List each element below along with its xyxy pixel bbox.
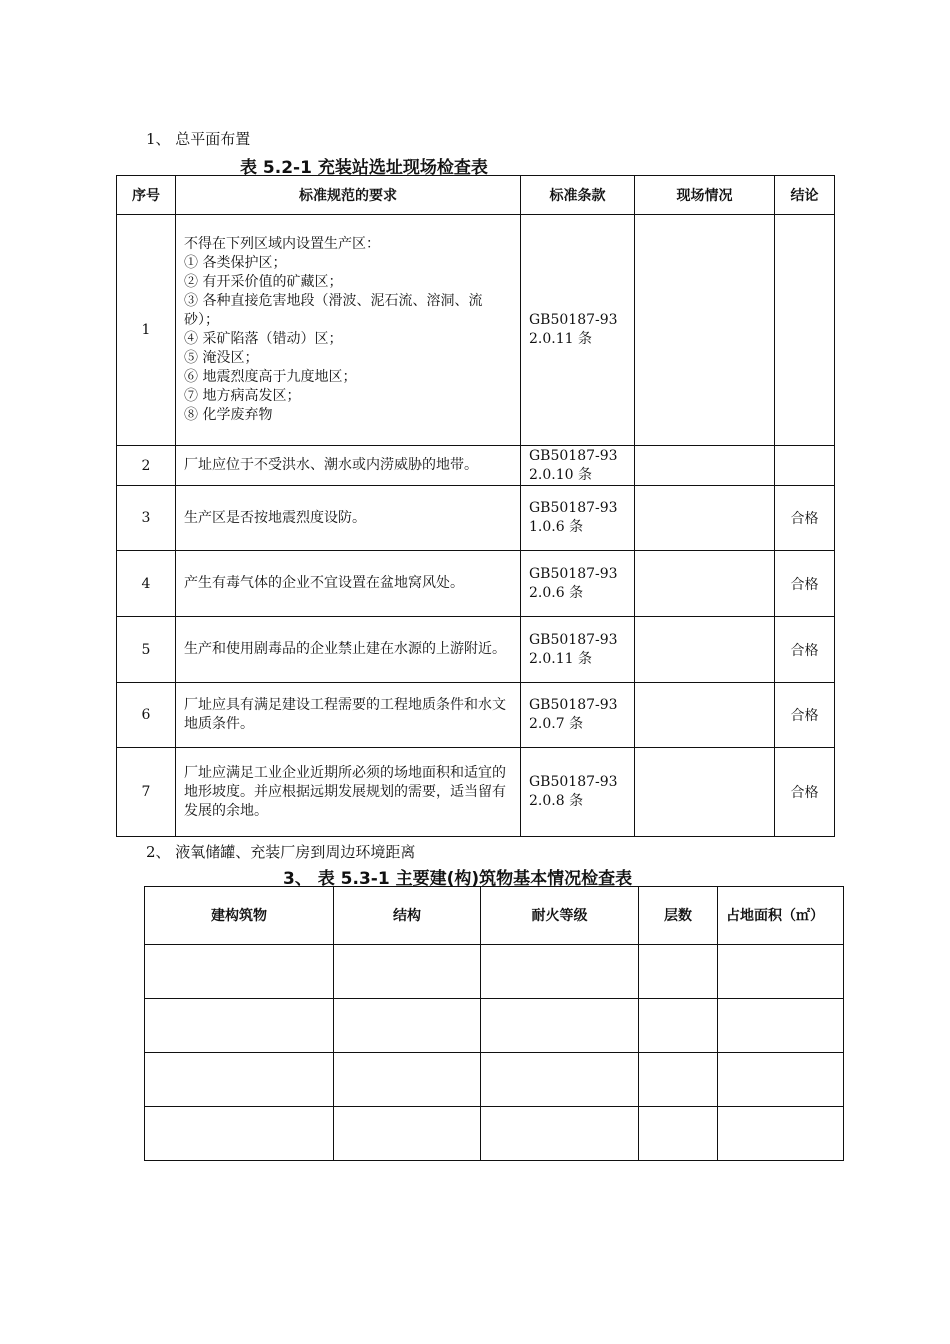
result-cell: 合格 xyxy=(775,748,835,837)
header-building: 建构筑物 xyxy=(145,887,334,945)
clause-line: GB50187-93 xyxy=(529,697,618,713)
header-floors: 层数 xyxy=(639,887,718,945)
requirement-cell xyxy=(176,215,521,446)
header-num: 序号 xyxy=(117,176,176,215)
table-row xyxy=(145,1053,844,1107)
site-cell xyxy=(635,748,775,837)
result-cell xyxy=(775,446,835,486)
clause-cell xyxy=(521,215,635,446)
requirement-line: 厂址应位于不受洪水、潮水或内涝威胁的地带。 xyxy=(184,457,478,473)
table-row xyxy=(117,215,835,446)
table-cell xyxy=(718,999,844,1053)
row-number: 6 xyxy=(117,683,176,748)
requirement-line: ① 各类保护区； xyxy=(184,255,287,271)
table-cell xyxy=(718,1107,844,1161)
requirement-line: ⑦ 地方病高发区； xyxy=(184,388,301,404)
result-cell: 合格 xyxy=(775,683,835,748)
row-number: 1 xyxy=(117,215,176,446)
clause-cell xyxy=(521,446,635,486)
clause-line: 2.0.11 条 xyxy=(529,650,592,667)
site-cell xyxy=(635,617,775,683)
row-number: 3 xyxy=(117,486,176,551)
table-cell xyxy=(481,999,639,1053)
table-row xyxy=(145,1107,844,1161)
clause-cell xyxy=(521,551,635,617)
site-inspection-table xyxy=(116,175,835,837)
table-cell xyxy=(639,999,718,1053)
requirement-line: 生产区是否按地震烈度设防。 xyxy=(184,509,366,526)
table-row xyxy=(145,945,844,999)
header-result: 结论 xyxy=(775,176,835,215)
table-cell xyxy=(334,945,481,999)
table-row xyxy=(117,446,835,486)
table-cell xyxy=(481,1107,639,1161)
site-cell xyxy=(635,215,775,446)
requirement-cell xyxy=(176,486,521,551)
header-structure: 结构 xyxy=(334,887,481,945)
requirement-line: 厂址应具有满足建设工程需要的工程地质条件和水文地质条件。 xyxy=(184,697,506,732)
table-cell xyxy=(145,1107,334,1161)
table-cell xyxy=(334,1107,481,1161)
table-row xyxy=(117,551,835,617)
requirement-cell xyxy=(176,683,521,748)
requirement-line: ③ 各种直接危害地段（滑波、泥石流、溶洞、流砂）； xyxy=(184,293,483,328)
table-cell xyxy=(639,1107,718,1161)
table-cell xyxy=(334,999,481,1053)
clause-line: GB50187-93 xyxy=(529,500,618,516)
table2-title: 3、 表 5.3-1 主要建(构)筑物基本情况检查表 xyxy=(283,869,633,889)
site-cell xyxy=(635,683,775,748)
clause-line: 2.0.10 条 xyxy=(529,466,592,483)
site-cell xyxy=(635,486,775,551)
clause-line: 2.0.8 条 xyxy=(529,793,584,809)
requirement-line: 生产和使用剧毒品的企业禁止建在水源的上游附近。 xyxy=(184,641,506,657)
row-number: 2 xyxy=(117,446,176,486)
clause-line: GB50187-93 xyxy=(529,447,618,464)
requirement-cell xyxy=(176,446,521,486)
header-area: 占地面积（㎡） xyxy=(718,887,844,945)
table-row xyxy=(117,748,835,837)
header-fire-rating: 耐火等级 xyxy=(481,887,639,945)
requirement-cell xyxy=(176,617,521,683)
table-cell xyxy=(481,1053,639,1107)
table-cell xyxy=(145,1053,334,1107)
clause-cell xyxy=(521,486,635,551)
clause-line: 2.0.7 条 xyxy=(529,716,584,732)
table-cell xyxy=(334,1053,481,1107)
header-requirement: 标准规范的要求 xyxy=(176,176,521,215)
clause-cell xyxy=(521,617,635,683)
building-info-table xyxy=(144,886,844,1161)
requirement-line: ④ 采矿陷落（错动）区； xyxy=(184,331,343,347)
table-cell xyxy=(718,945,844,999)
table-row xyxy=(117,617,835,683)
requirement-line: ② 有开采价值的矿藏区； xyxy=(184,274,343,290)
table-row xyxy=(145,999,844,1053)
header-site: 现场情况 xyxy=(635,176,775,215)
result-cell xyxy=(775,215,835,446)
clause-cell xyxy=(521,683,635,748)
requirement-line: 产生有毒气体的企业不宜设置在盆地窝风处。 xyxy=(184,575,464,591)
table1-title: 表 5.2-1 充装站选址现场检查表 xyxy=(240,158,488,178)
result-cell: 合格 xyxy=(775,486,835,551)
clause-line: GB50187-93 xyxy=(529,312,618,328)
table-cell xyxy=(718,1053,844,1107)
clause-line: 1.0.6 条 xyxy=(529,519,584,535)
clause-line: GB50187-93 xyxy=(529,631,618,648)
header-clause: 标准条款 xyxy=(521,176,635,215)
table-cell xyxy=(145,999,334,1053)
result-cell: 合格 xyxy=(775,617,835,683)
requirement-line: ⑤ 淹没区； xyxy=(184,350,259,366)
requirement-line: 厂址应满足工业企业近期所必须的场地面积和适宜的地形坡度。并应根据远期发展规划的需要，适当留有发展的余地。 xyxy=(184,764,506,819)
requirement-line: ⑧ 化学废弃物 xyxy=(184,407,273,423)
requirement-cell xyxy=(176,748,521,837)
table-cell xyxy=(639,945,718,999)
section-heading-1: 1、 总平面布置 xyxy=(146,130,251,148)
clause-line: 2.0.6 条 xyxy=(529,584,584,601)
clause-line: 2.0.11 条 xyxy=(529,331,592,347)
row-number: 4 xyxy=(117,551,176,617)
clause-cell xyxy=(521,748,635,837)
clause-line: GB50187-93 xyxy=(529,774,618,790)
clause-line: GB50187-93 xyxy=(529,565,618,582)
table-cell xyxy=(481,945,639,999)
site-cell xyxy=(635,551,775,617)
result-cell: 合格 xyxy=(775,551,835,617)
requirement-line: ⑥ 地震烈度高于九度地区； xyxy=(184,369,357,385)
site-cell xyxy=(635,446,775,486)
table-cell xyxy=(639,1053,718,1107)
requirement-line: 不得在下列区域内设置生产区： xyxy=(184,236,380,252)
table-row xyxy=(117,486,835,551)
section-heading-2: 2、 液氧储罐、充装厂房到周边环境距离 xyxy=(146,843,416,861)
table-row xyxy=(117,683,835,748)
row-number: 7 xyxy=(117,748,176,837)
requirement-cell xyxy=(176,551,521,617)
table-cell xyxy=(145,945,334,999)
row-number: 5 xyxy=(117,617,176,683)
